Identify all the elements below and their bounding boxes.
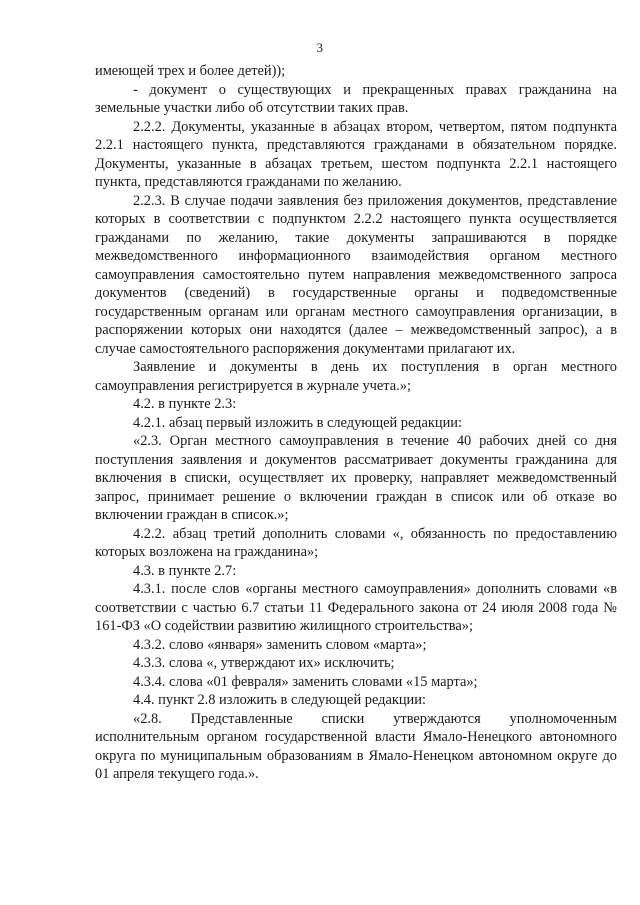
document-paragraph: 4.3.1. после слов «органы местного самоуправления» дополнить словами «в соответствии с частью 6.7 статьи 11 Федерального закона от 24 июля 2008 года № 161-ФЗ «О содействии развитию жилищного строительства»;	[95, 581, 617, 634]
document-paragraph: «2.3. Орган местного самоуправления в течение 40 рабочих дней со дня поступления заявления и документов рассматривает документы гражданина для включения в списки, осуществляет их проверку, направляет межведомственный запрос, принимает решение о включении граждан в список или об отказе во включении граждан в список.»;	[95, 433, 617, 523]
document-paragraph: 4.3.4. слова «01 февраля» заменить словами «15 марта»;	[133, 673, 478, 690]
document-paragraph: 4.2.1. абзац первый изложить в следующей редакции:	[133, 414, 462, 431]
document-paragraph: «2.8. Представленные списки утверждаются уполномоченным исполнительным органом государственной власти Ямало-Ненецкого автономного округа по муниципальным образованиям в Ямало-Ненецком автономном округе до 01 апреля текущего года.».	[95, 710, 617, 782]
document-paragraph: 4.2. в пункте 2.3:	[133, 396, 237, 412]
document-paragraph: 4.3. в пункте 2.7:	[133, 562, 237, 579]
document-body	[95, 62, 617, 784]
document-paragraph: 2.2.3. В случае подачи заявления без приложения документов, представление которых в соответствии с подпунктом 2.2.2 настоящего пункта осуществляется гражданами по желанию, такие документы запрашиваются в порядке межведомственного информационного взаимодействия органом местного самоуправления самостоятельно путем направления межведомственного запроса документов (сведений) в государственные органы и подведомственные государственным органам или органам местного самоуправления организации, в распоряжении которых они находятся (далее – межведомственный запрос), а в случае самостоятельного распоряжения документами прилагают их.	[95, 192, 617, 357]
document-paragraph: 2.2.2. Документы, указанные в абзацах втором, четвертом, пятом подпункта 2.2.1 настоящего пункта, представляются гражданами в обязательном порядке. Документы, указанные в абзацах третьем, шестом подпункта 2.2.1 настоящего пункта, представляются гражданами по желанию.	[95, 118, 617, 190]
document-paragraph: имеющей трех и более детей));	[95, 63, 286, 79]
page-number: 3	[316, 40, 324, 55]
document-paragraph: 4.3.3. слова «, утверждают их» исключить;	[133, 655, 395, 671]
document-paragraph: 4.2.2. абзац третий дополнить словами «, обязанность по предоставлению которых возложена на гражданина»;	[95, 525, 617, 560]
document-paragraph: - документ о существующих и прекращенных правах гражданина на земельные участки либо об отсутствии таких прав.	[95, 81, 617, 116]
document-paragraph: 4.3.2. слово «января» заменить словом «марта»;	[133, 636, 427, 653]
document-paragraph: 4.4. пункт 2.8 изложить в следующей редакции:	[133, 692, 426, 708]
document-paragraph: Заявление и документы в день их поступления в орган местного самоуправления регистрируется в журнале учета.»;	[95, 359, 617, 394]
